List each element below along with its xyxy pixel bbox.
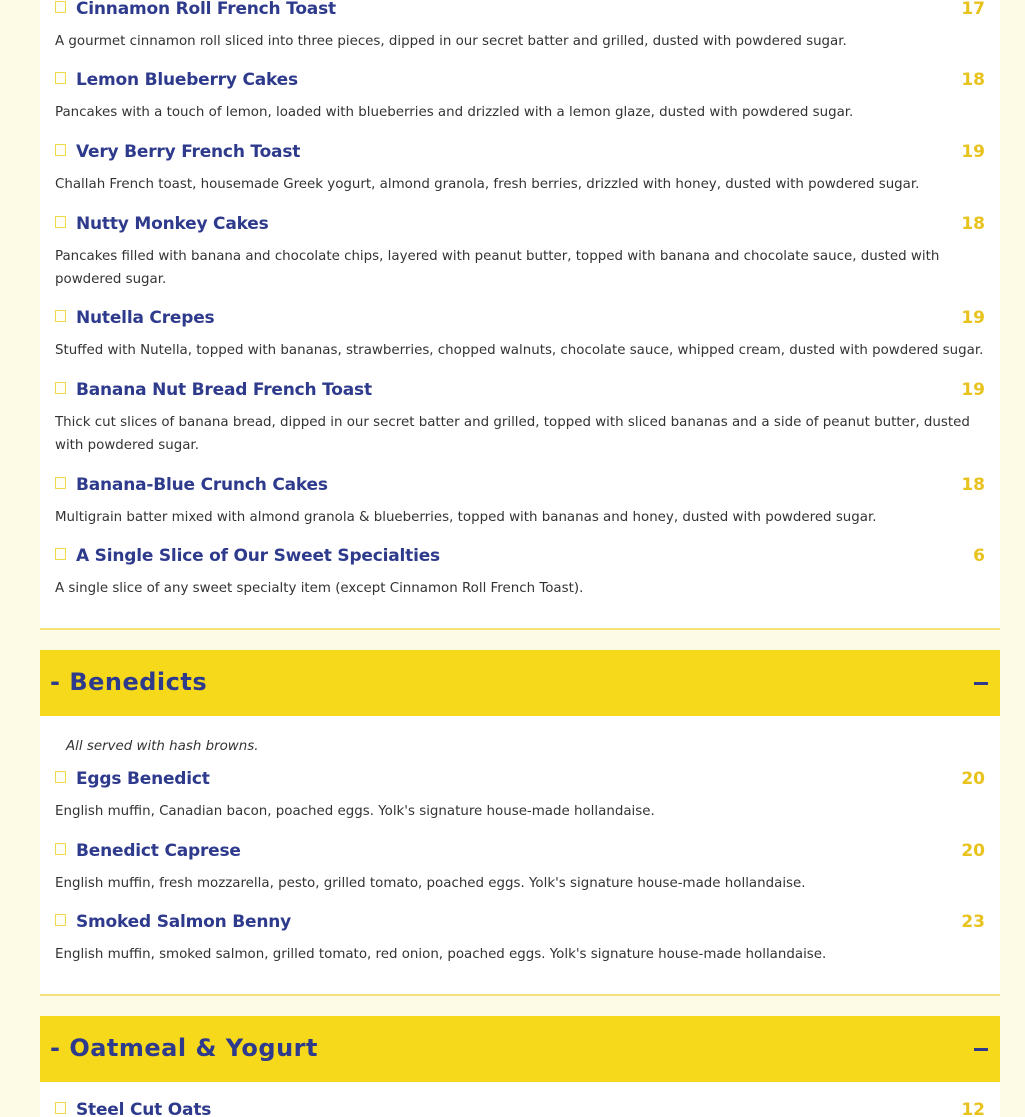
item-name: Benedict Caprese <box>76 841 241 861</box>
item-description: Challah French toast, housemade Greek yogurt, almond granola, fresh berries, drizzled with honey, dusted with powdered sugar. <box>55 177 920 192</box>
item-price: 18 <box>961 475 985 495</box>
item-description: Multigrain batter mixed with almond granola & blueberries, topped with bananas and honey, dusted with powdered sugar. <box>55 510 877 525</box>
item-price: 12 <box>961 1100 985 1117</box>
minus-icon[interactable] <box>974 1048 988 1051</box>
section-note: All served with hash browns. <box>66 739 259 754</box>
item-description: Thick cut slices of banana bread, dipped in our secret batter and grilled, topped with sliced bananas and a side of peanut butter, dusted with powdered sugar. <box>55 415 970 453</box>
section-header-oatmeal-yogurt[interactable] <box>40 1016 1000 1082</box>
item-name: Banana-Blue Crunch Cakes <box>76 475 328 495</box>
select-checkbox[interactable] <box>55 216 66 228</box>
select-checkbox[interactable] <box>55 771 66 783</box>
select-checkbox[interactable] <box>55 843 66 855</box>
menu-item <box>55 0 985 53</box>
item-price: 17 <box>961 0 985 19</box>
menu-item <box>55 768 985 823</box>
select-checkbox[interactable] <box>55 382 66 394</box>
item-name: Nutella Crepes <box>76 308 215 328</box>
item-name: Smoked Salmon Benny <box>76 912 292 932</box>
item-description: Pancakes filled with banana and chocolate chips, layered with peanut butter, topped with banana and chocolate sauce, dusted with powdered sugar. <box>55 249 940 287</box>
item-name: Nutty Monkey Cakes <box>76 214 269 234</box>
menu-item <box>55 1099 985 1117</box>
menu-item <box>55 141 985 196</box>
item-name: Cinnamon Roll French Toast <box>76 0 336 19</box>
item-price: 18 <box>961 70 985 90</box>
menu-item <box>55 69 985 124</box>
select-checkbox[interactable] <box>55 72 66 84</box>
menu-item <box>55 474 985 529</box>
item-price: 20 <box>961 769 985 789</box>
item-description: English muffin, smoked salmon, grilled tomato, red onion, poached eggs. Yolk's signature house-made hollandaise. <box>55 947 827 962</box>
item-price: 19 <box>961 142 985 162</box>
section-title: - Oatmeal & Yogurt <box>50 1034 318 1062</box>
item-description: English muffin, fresh mozzarella, pesto, grilled tomato, poached eggs. Yolk's signature house-made hollandaise. <box>55 876 806 891</box>
menu-item <box>55 840 985 895</box>
select-checkbox[interactable] <box>55 477 66 489</box>
menu-item <box>55 213 985 291</box>
item-price: 19 <box>961 380 985 400</box>
section-title: - Benedicts <box>50 668 208 696</box>
item-name: Eggs Benedict <box>76 769 210 789</box>
menu-item <box>55 307 985 362</box>
item-description: Stuffed with Nutella, topped with bananas, strawberries, chopped walnuts, chocolate sauce, whipped cream, dusted with powdered sugar. <box>55 343 984 358</box>
item-description: English muffin, Canadian bacon, poached eggs. Yolk's signature house-made hollandaise. <box>55 804 655 819</box>
item-name: Very Berry French Toast <box>76 142 301 162</box>
item-price: 18 <box>961 214 985 234</box>
minus-icon[interactable] <box>974 682 988 685</box>
menu-item <box>55 379 985 457</box>
select-checkbox[interactable] <box>55 310 66 322</box>
item-price: 19 <box>961 308 985 328</box>
item-description: A single slice of any sweet specialty item (except Cinnamon Roll French Toast). <box>55 581 584 596</box>
item-price: 23 <box>961 912 985 932</box>
select-checkbox[interactable] <box>55 144 66 156</box>
menu-item <box>55 911 985 966</box>
item-name: Lemon Blueberry Cakes <box>76 70 298 90</box>
select-checkbox[interactable] <box>55 548 66 560</box>
item-name: Steel Cut Oats <box>76 1100 212 1117</box>
item-price: 20 <box>961 841 985 861</box>
select-checkbox[interactable] <box>55 1102 66 1114</box>
select-checkbox[interactable] <box>55 1 66 13</box>
item-name: Banana Nut Bread French Toast <box>76 380 372 400</box>
item-description: A gourmet cinnamon roll sliced into three pieces, dipped in our secret batter and grilled, dusted with powdered sugar. <box>55 34 847 49</box>
select-checkbox[interactable] <box>55 914 66 926</box>
menu-item <box>55 545 985 600</box>
item-name: A Single Slice of Our Sweet Specialties <box>76 546 440 566</box>
section-header-benedicts[interactable] <box>40 650 1000 716</box>
item-description: Pancakes with a touch of lemon, loaded with blueberries and drizzled with a lemon glaze, dusted with powdered sugar. <box>55 105 854 120</box>
item-price: 6 <box>973 546 985 566</box>
